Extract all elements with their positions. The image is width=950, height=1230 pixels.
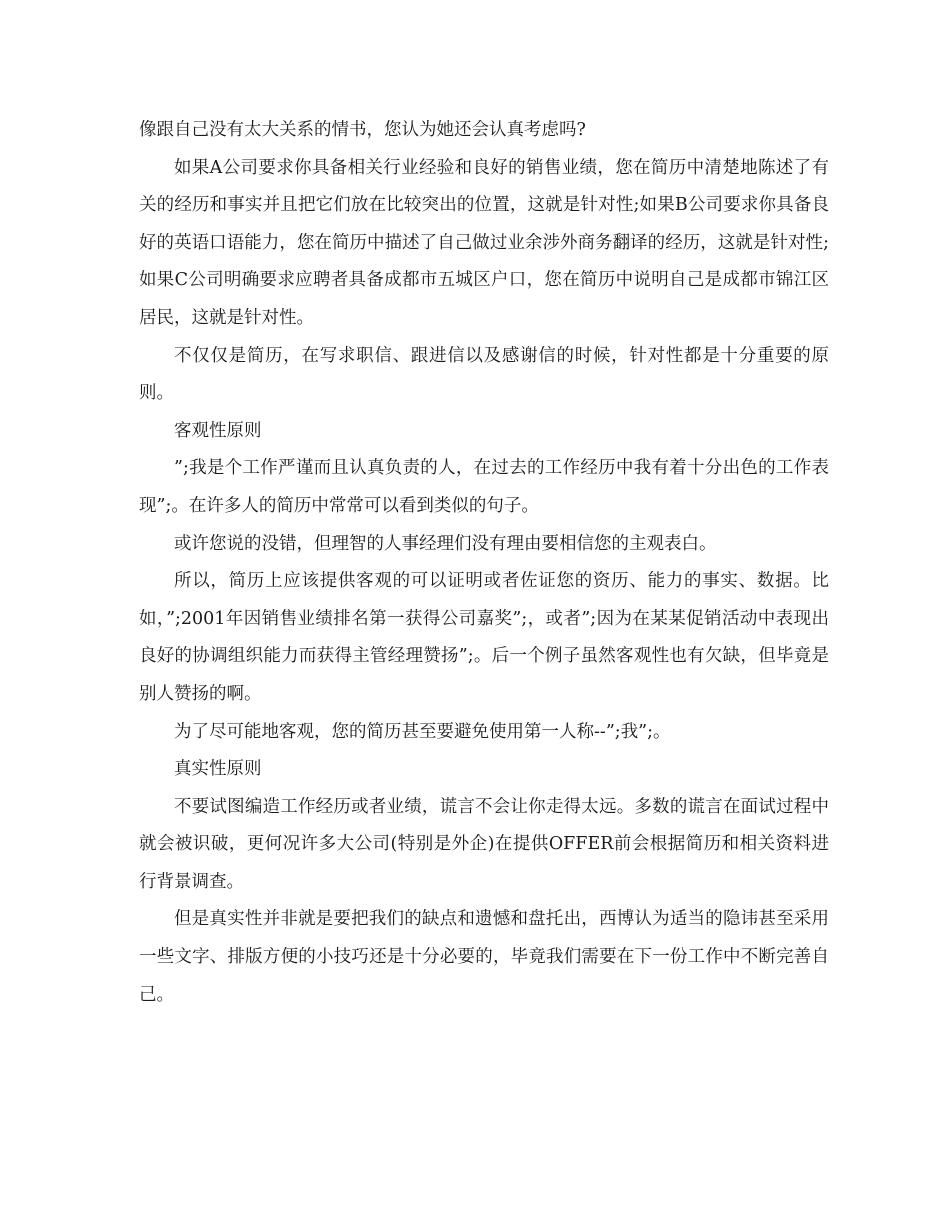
heading-truthfulness-principle: 真实性原则 bbox=[174, 759, 262, 780]
paragraph-targeting-examples: 如果A公司要求你具备相关行业经验和良好的销售业绩，您在简历中清楚地陈述了有关的经历和事实并且把它们放在比较突出的位置，这就是针对性;如果B公司要求你具备良好的英语口语能力，您在简历中描述了自己做过业余涉外商务翻译的经历，这就是针对性;如果C公司明确要求应聘者具备成都市五城区户口，您在简历中说明自己是成都市锦江区居民，这就是针对性。 bbox=[139, 157, 829, 328]
paragraph-continuation: 像跟自己没有太大关系的情书，您认为她还会认真考虑吗? bbox=[139, 120, 586, 140]
paragraph-objectivity-first-person: 为了尽可能地客观，您的简历甚至要避免使用第一人称--”;我”;。 bbox=[174, 721, 671, 742]
paragraph-objectivity-doubt: 或许您说的没错，但理智的人事经理们没有理由要相信您的主观表白。 bbox=[174, 533, 717, 554]
heading-objectivity-principle: 客观性原则 bbox=[174, 420, 262, 441]
paragraph-truthfulness-tips: 但是真实性并非就是要把我们的缺点和遗憾和盘托出，西博认为适当的隐讳甚至采用一些文字、排版方便的小技巧还是十分必要的，毕竟我们需要在下一份工作中不断完善自己。 bbox=[139, 909, 829, 1005]
paragraph-objectivity-facts: 所以，简历上应该提供客观的可以证明或者佐证您的资历、能力的事实、数据。比如，”;2001年因销售业绩排名第一获得公司嘉奖”;，或者”;因为在某某促销活动中表现出良好的协调组织能力而获得主管经理赞扬”;。后一个例子虽然客观性也有欠缺，但毕竟是别人赞扬的啊。 bbox=[139, 571, 829, 704]
document-body bbox=[139, 112, 829, 1014]
paragraph-objectivity-quote: ”;我是个工作严谨而且认真负责的人，在过去的工作经历中我有着十分出色的工作表现”;。在许多人的简历中常常可以看到类似的句子。 bbox=[139, 458, 829, 516]
paragraph-targeting-letters: 不仅仅是简历，在写求职信、跟进信以及感谢信的时候，针对性都是十分重要的原则。 bbox=[139, 345, 829, 404]
paragraph-truthfulness-lies: 不要试图编造工作经历或者业绩，谎言不会让你走得太远。多数的谎言在面试过程中就会被识破，更何况许多大公司(特别是外企)在提供OFFER前会根据简历和相关资料进行背景调查。 bbox=[139, 796, 829, 892]
